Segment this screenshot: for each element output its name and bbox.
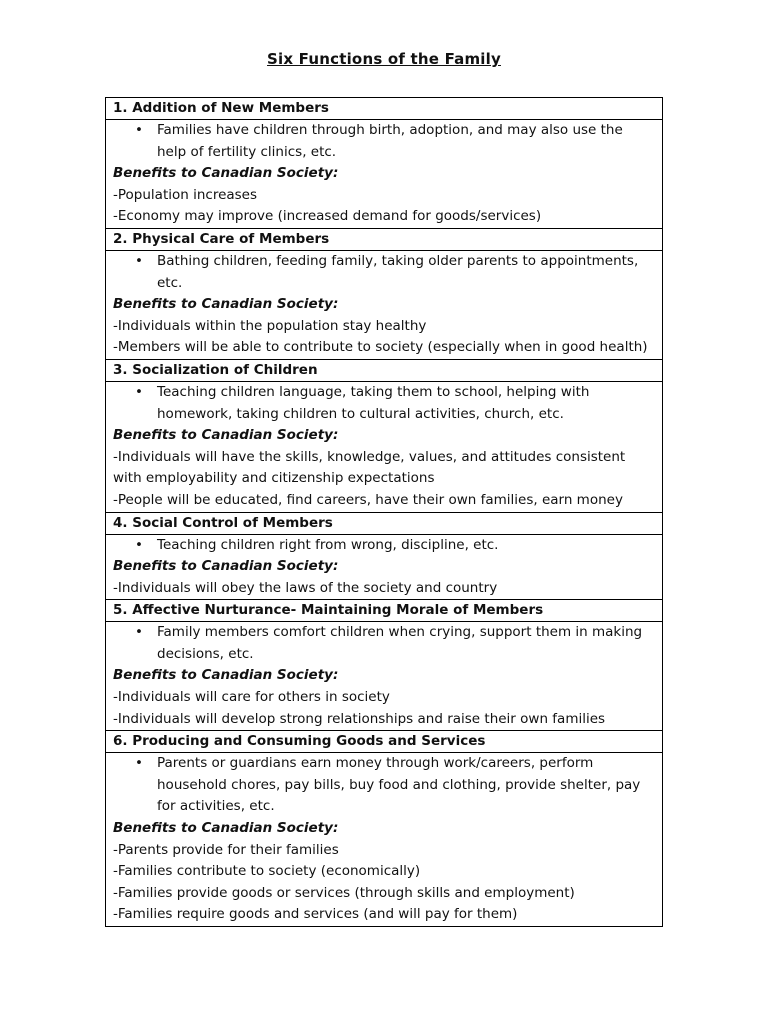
bullet-item: • Parents or guardians earn money through work/careers, perform household chores, pay bills, buy food and clothing, provide shelter, pay for activities, etc. bbox=[157, 753, 655, 818]
benefits-label: Benefits to Canadian Society: bbox=[113, 820, 339, 837]
section-heading-row bbox=[106, 600, 663, 622]
benefit-item: -Families require goods and services (and will pay for them) bbox=[113, 906, 518, 923]
section-body-row bbox=[106, 622, 663, 731]
bullet-list bbox=[113, 120, 655, 163]
functions-table bbox=[105, 97, 663, 927]
section-heading-row bbox=[106, 359, 663, 381]
section-heading: 3. Socialization of Children bbox=[106, 359, 663, 381]
benefits-label: Benefits to Canadian Society: bbox=[113, 667, 339, 684]
section-heading: 2. Physical Care of Members bbox=[106, 228, 663, 250]
benefit-item: -Population increases bbox=[113, 186, 258, 203]
section-body bbox=[106, 534, 663, 600]
section-body-row bbox=[106, 250, 663, 359]
bullet-item: • Teaching children language, taking them to school, helping with homework, taking children to cultural activities, church, etc. bbox=[157, 382, 655, 425]
bullet-item: • Bathing children, feeding family, taking older parents to appointments, etc. bbox=[157, 251, 655, 294]
document-title: Six Functions of the Family bbox=[267, 50, 501, 68]
section-heading: 1. Addition of New Members bbox=[106, 98, 663, 120]
section-body-row bbox=[106, 120, 663, 229]
section-body bbox=[106, 381, 663, 512]
section-body bbox=[106, 250, 663, 359]
benefits-label: Benefits to Canadian Society: bbox=[113, 558, 339, 575]
benefit-item: -Individuals will have the skills, knowledge, values, and attitudes consistent with employability and citizenship expectations bbox=[113, 448, 626, 487]
bullet-item: • Family members comfort children when crying, support them in making decisions, etc. bbox=[157, 622, 655, 665]
section-heading: 5. Affective Nurturance- Maintaining Morale of Members bbox=[106, 600, 663, 622]
bullet-list bbox=[113, 622, 655, 665]
benefit-item: -People will be educated, find careers, have their own families, earn money bbox=[113, 491, 623, 508]
bullet-list bbox=[113, 535, 655, 557]
section-heading-row bbox=[106, 228, 663, 250]
benefit-item: -Economy may improve (increased demand for goods/services) bbox=[113, 208, 542, 225]
benefit-item: -Families contribute to society (economically) bbox=[113, 863, 421, 880]
benefit-item: -Members will be able to contribute to society (especially when in good health) bbox=[113, 339, 648, 356]
section-body-row bbox=[106, 534, 663, 600]
benefits-label: Benefits to Canadian Society: bbox=[113, 296, 339, 313]
bullet-list bbox=[113, 382, 655, 425]
benefits-label: Benefits to Canadian Society: bbox=[113, 165, 339, 182]
bullet-list bbox=[113, 753, 655, 818]
section-heading: 4. Social Control of Members bbox=[106, 512, 663, 534]
bullet-list bbox=[113, 251, 655, 294]
section-heading-row bbox=[106, 731, 663, 753]
section-heading-row bbox=[106, 98, 663, 120]
section-body-row bbox=[106, 381, 663, 512]
benefit-item: -Individuals will care for others in society bbox=[113, 689, 390, 706]
bullet-item: • Teaching children right from wrong, discipline, etc. bbox=[157, 535, 655, 557]
section-heading: 6. Producing and Consuming Goods and Services bbox=[106, 731, 663, 753]
benefit-item: -Individuals will obey the laws of the society and country bbox=[113, 579, 498, 596]
benefit-item: -Individuals will develop strong relationships and raise their own families bbox=[113, 710, 606, 727]
benefit-item: -Individuals within the population stay healthy bbox=[113, 317, 427, 334]
section-body bbox=[106, 753, 663, 927]
benefits-label: Benefits to Canadian Society: bbox=[113, 427, 339, 444]
bullet-item: • Families have children through birth, adoption, and may also use the help of fertility clinics, etc. bbox=[157, 120, 655, 163]
benefit-item: -Families provide goods or services (through skills and employment) bbox=[113, 884, 575, 901]
section-heading-row bbox=[106, 512, 663, 534]
benefit-item: -Parents provide for their families bbox=[113, 841, 339, 858]
section-body-row bbox=[106, 753, 663, 927]
section-body bbox=[106, 622, 663, 731]
section-body bbox=[106, 120, 663, 229]
